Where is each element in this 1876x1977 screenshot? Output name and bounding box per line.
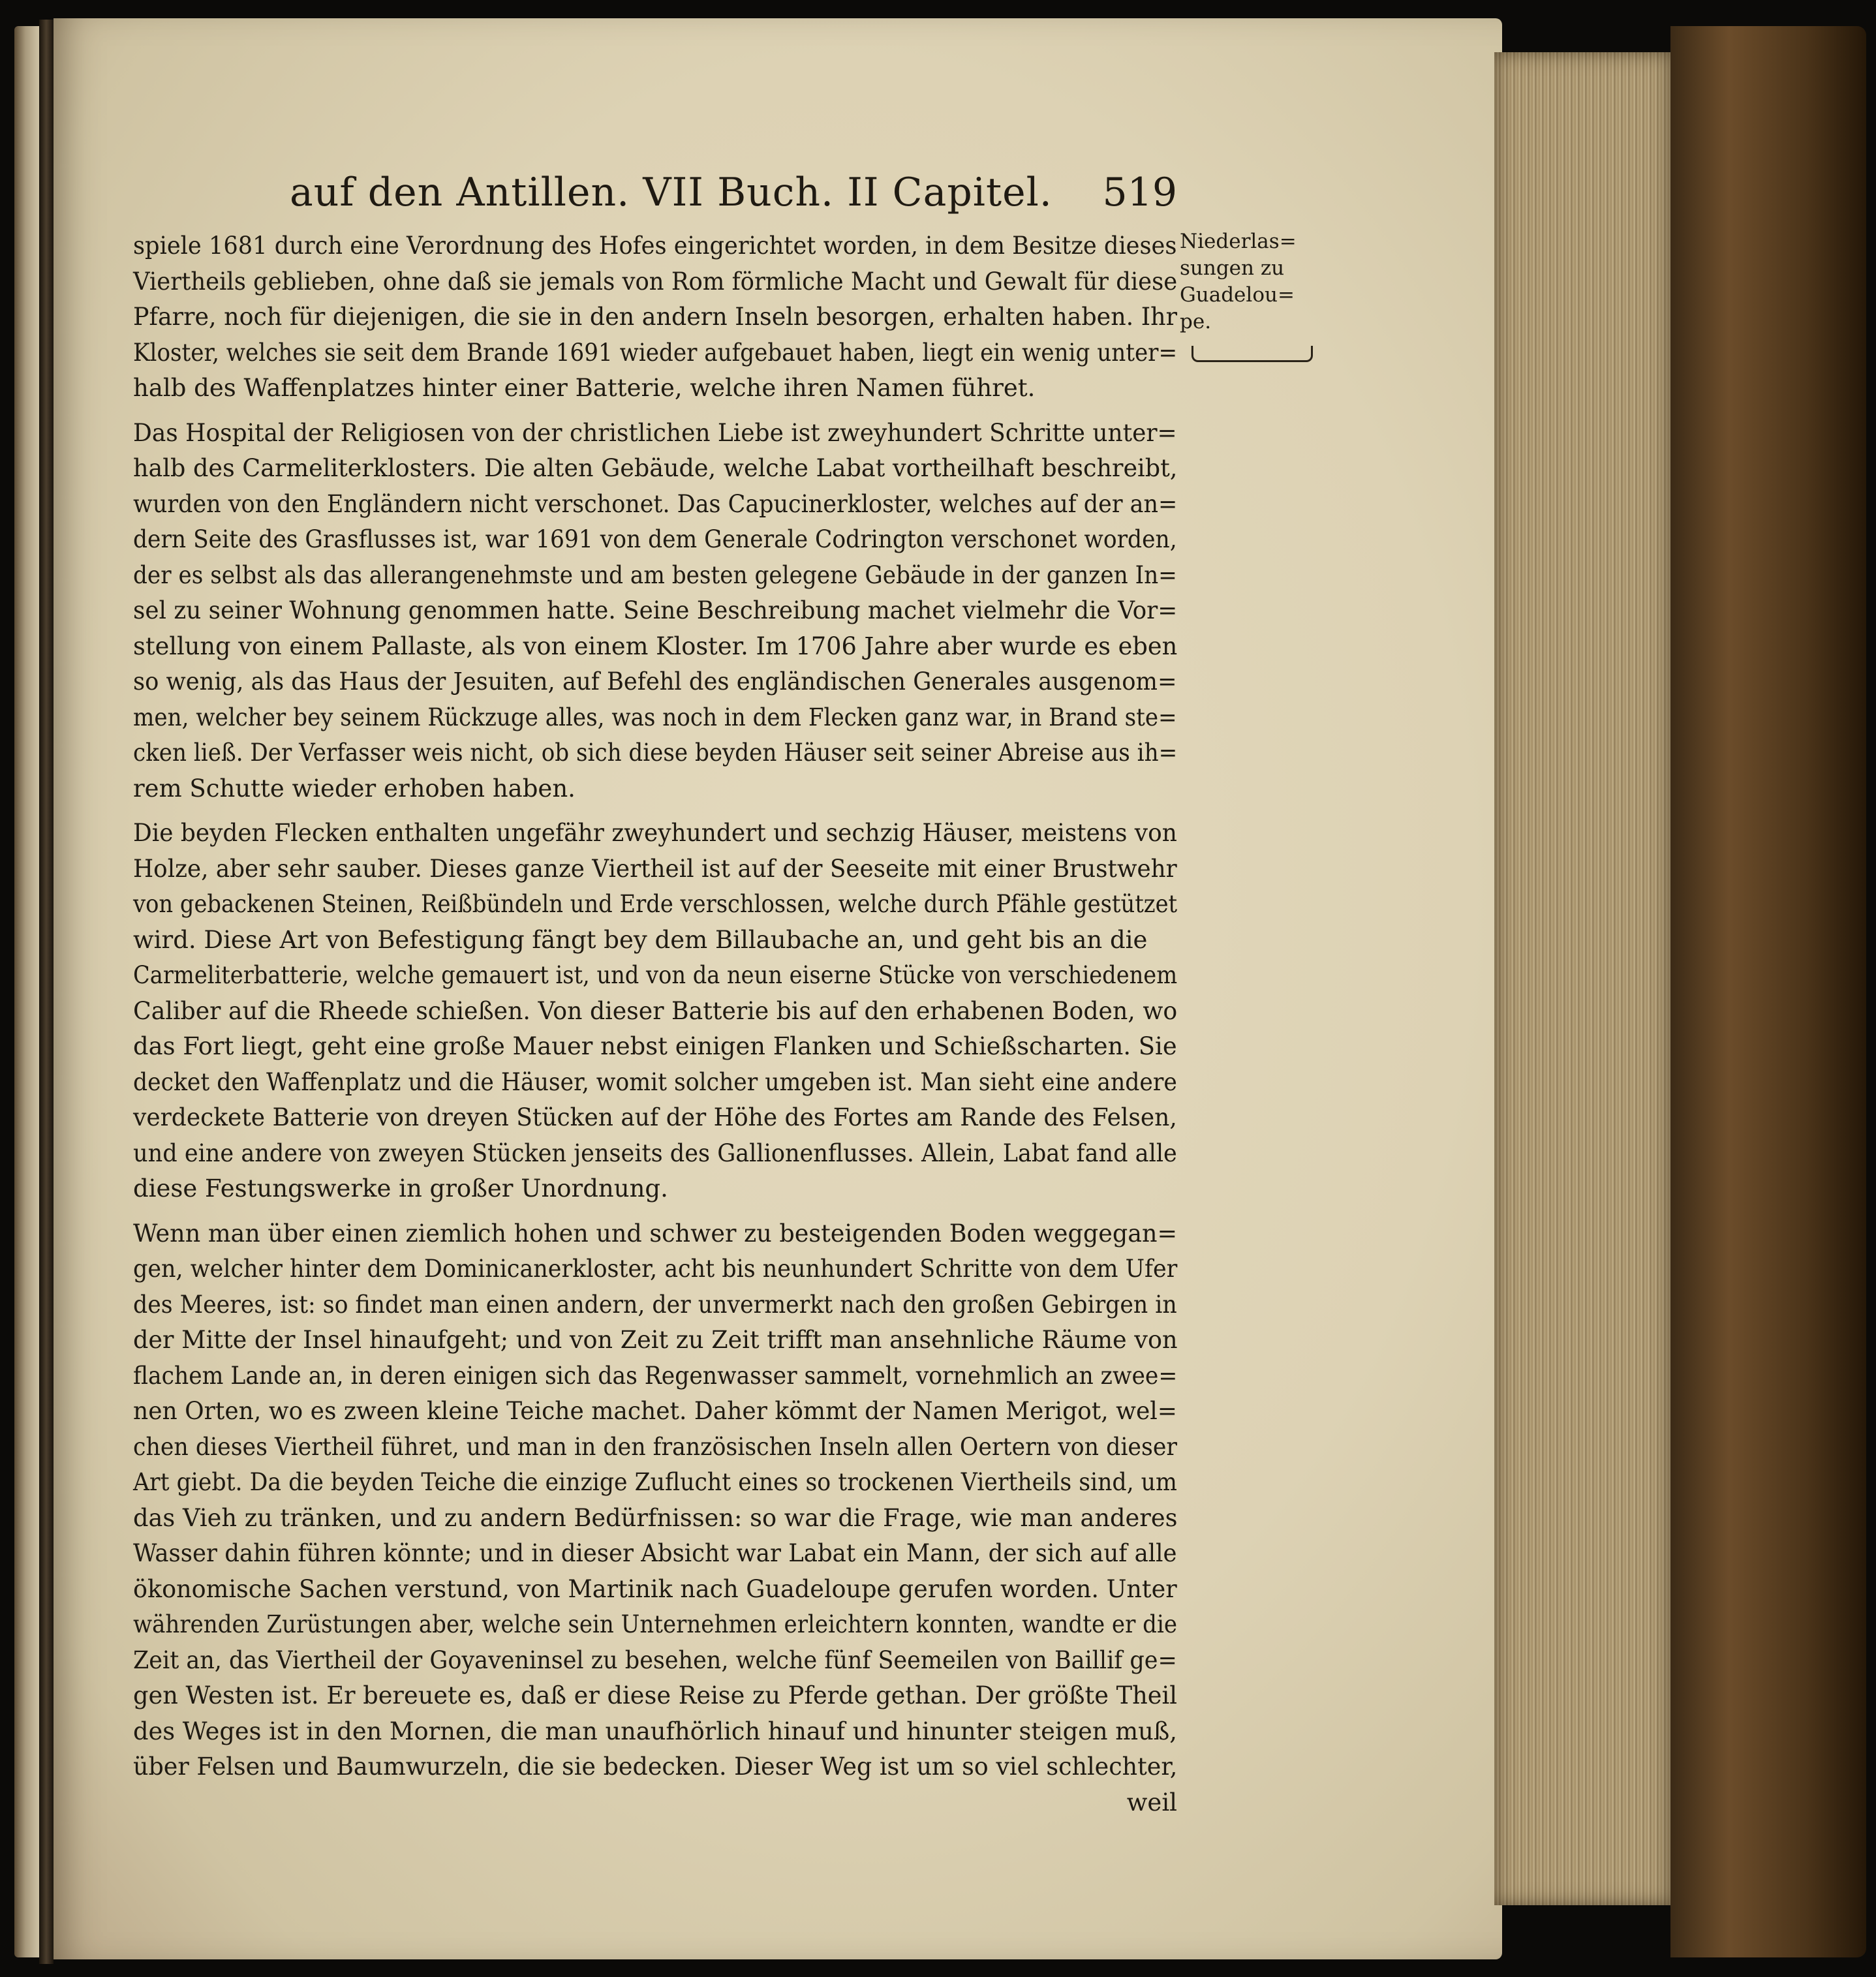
marginal-note	[1180, 228, 1317, 335]
text-line: Art giebt. Da die beyden Teiche die einzige Zuflucht eines so trockenen Viertheils sind, um	[133, 1468, 1177, 1496]
text-line: Kloster, welches sie seit dem Brande 1691 wieder aufgebauet haben, liegt ein wenig unter=	[133, 338, 1178, 367]
text-line: der Mitte der Insel hinaufgeht; und von Zeit zu Zeit trifft man ansehnliche Räume von	[133, 1326, 1178, 1354]
text-line: chen dieses Viertheil führet, und man in den französischen Inseln allen Oertern von dieser	[133, 1432, 1177, 1461]
text-line: cken ließ. Der Verfasser weis nicht, ob sich diese beyden Häuser seit seiner Abreise aus ih=	[133, 739, 1178, 767]
page-edges	[1494, 52, 1670, 1905]
text-line: das Fort liegt, geht eine große Mauer nebst einigen Flanken und Schießscharten. Sie	[133, 1032, 1177, 1060]
text-line: halb des Carmeliterklosters. Die alten Gebäude, welche Labat vortheilhaft beschreibt,	[133, 454, 1178, 482]
text-line: des Meeres, ist: so findet man einen andern, der unvermerkt nach den großen Gebirgen in	[133, 1290, 1177, 1319]
text-line: so wenig, als das Haus der Jesuiten, auf Befehl des engländischen Generales ausgenom=	[133, 667, 1177, 696]
text-line: Viertheils geblieben, ohne daß sie jemals von Rom förmliche Macht und Gewalt für diese	[133, 267, 1178, 296]
text-line: Wasser dahin führen könnte; und in dieser Absicht war Labat ein Mann, der sich auf alle	[133, 1539, 1177, 1567]
text-line: der es selbst als das allerangenehmste und am besten gelegene Gebäude in der ganzen In=	[133, 560, 1177, 589]
text-line: über Felsen und Baumwurzeln, die sie bedecken. Dieser Weg ist um so viel schlechter,	[133, 1753, 1178, 1781]
text-line: verdeckete Batterie von dreyen Stücken auf der Höhe des Fortes am Rande des Felsen,	[133, 1103, 1177, 1131]
text-line: Wenn man über einen ziemlich hohen und schwer zu besteigenden Boden weggegan=	[133, 1219, 1178, 1248]
text-line: diese Festungswerke in großer Unordnung.	[133, 1174, 668, 1203]
text-line: halb des Waffenplatzes hinter einer Batterie, welche ihren Namen führet.	[133, 374, 1036, 402]
paragraph-gap	[133, 1207, 1177, 1216]
running-title: auf den Antillen. VII Buch. II Capitel.	[290, 170, 1053, 215]
book-gutter	[39, 20, 54, 1964]
text-line: von gebackenen Steinen, Reißbündeln und Erde verschlossen, welche durch Pfähle gestützet	[133, 890, 1178, 918]
marginal-note-line: sungen zu	[1180, 256, 1285, 280]
body-text	[133, 228, 1177, 1820]
text-line: Pfarre, noch für diejenigen, die sie in den andern Inseln besorgen, erhalten haben. Ihr	[133, 303, 1178, 331]
text-line: rem Schutte wieder erhoben haben.	[133, 774, 576, 803]
text-line: gen, welcher hinter dem Dominicanerkloster, acht bis neunhundert Schritte von dem Ufer	[133, 1255, 1178, 1283]
text-line: flachem Lande an, in deren einigen sich das Regenwasser sammelt, vornehmlich an zwee=	[133, 1361, 1178, 1390]
paragraph-gap	[133, 406, 1177, 416]
text-line: und eine andere von zweyen Stücken jenseits des Gallionenflusses. Allein, Labat fand alle	[133, 1139, 1177, 1167]
text-line: währenden Zurüstungen aber, welche sein Unternehmen erleichtern konnten, wandte er die	[133, 1610, 1177, 1638]
marginal-note-line: pe.	[1180, 310, 1212, 333]
text-line: decket den Waffenplatz und die Häuser, womit solcher umgeben ist. Man sieht eine andere	[133, 1067, 1177, 1096]
catchword: weil	[1126, 1788, 1177, 1816]
text-line: men, welcher bey seinem Rückzuge alles, was noch in dem Flecken ganz war, in Brand ste=	[133, 703, 1177, 731]
marginal-brace	[1192, 346, 1313, 362]
text-line: wurden von den Engländern nicht verschonet. Das Capucinerkloster, welches auf der an=	[133, 489, 1178, 518]
text-line: dern Seite des Grasflusses ist, war 1691 von dem Generale Codrington verschonet worden,	[133, 525, 1177, 553]
text-line: nen Orten, wo es zween kleine Teiche machet. Daher kömmt der Namen Merigot, wel=	[133, 1397, 1177, 1425]
book-cover	[1670, 26, 1866, 1957]
text-line: stellung von einem Pallaste, als von einem Kloster. Im 1706 Jahre aber wurde es eben	[133, 632, 1178, 660]
text-line: des Weges ist in den Mornen, die man unaufhörlich hinauf und hinunter steigen muß,	[133, 1717, 1177, 1745]
text-line: wird. Diese Art von Befestigung fängt bey dem Billaubache an, und geht bis an die	[133, 925, 1148, 954]
paragraph-gap	[133, 806, 1177, 816]
text-line: sel zu seiner Wohnung genommen hatte. Seine Beschreibung machet vielmehr die Vor=	[133, 596, 1178, 624]
running-head	[133, 163, 1177, 222]
text-line: Holze, aber sehr sauber. Dieses ganze Viertheil ist auf der Seeseite mit einer Brustwehr	[133, 854, 1177, 883]
text-line: spiele 1681 durch eine Verordnung des Hofes eingerichtet worden, in dem Besitze dieses	[133, 232, 1177, 260]
text-line: Die beyden Flecken enthalten ungefähr zweyhundert und sechzig Häuser, meistens von	[133, 819, 1177, 847]
text-line: Carmeliterbatterie, welche gemauert ist, und von da neun eiserne Stücke von verschiedenem	[133, 961, 1178, 989]
text-line: ökonomische Sachen verstund, von Martinik nach Guadeloupe gerufen worden. Unter	[133, 1574, 1177, 1603]
text-line: Das Hospital der Religiosen von der christlichen Liebe ist zweyhundert Schritte unter=	[133, 418, 1177, 447]
text-line: Caliber auf die Rheede schießen. Von dieser Batterie bis auf den erhabenen Boden, wo	[133, 996, 1178, 1025]
text-line: Zeit an, das Viertheil der Goyaveninsel zu besehen, welche fünf Seemeilen von Baillif ge=	[133, 1646, 1177, 1674]
marginal-note-line: Guadelou=	[1180, 283, 1295, 307]
left-page-edge	[14, 26, 39, 1957]
text-line: das Vieh zu tränken, und zu andern Bedürfnissen: so war die Frage, wie man anderes	[133, 1503, 1178, 1532]
text-line: gen Westen ist. Er bereuete es, daß er diese Reise zu Pferde gethan. Der größte Theil	[133, 1681, 1177, 1709]
page-number: 519	[1102, 170, 1177, 215]
marginal-note-line: Niederlas=	[1180, 230, 1297, 253]
